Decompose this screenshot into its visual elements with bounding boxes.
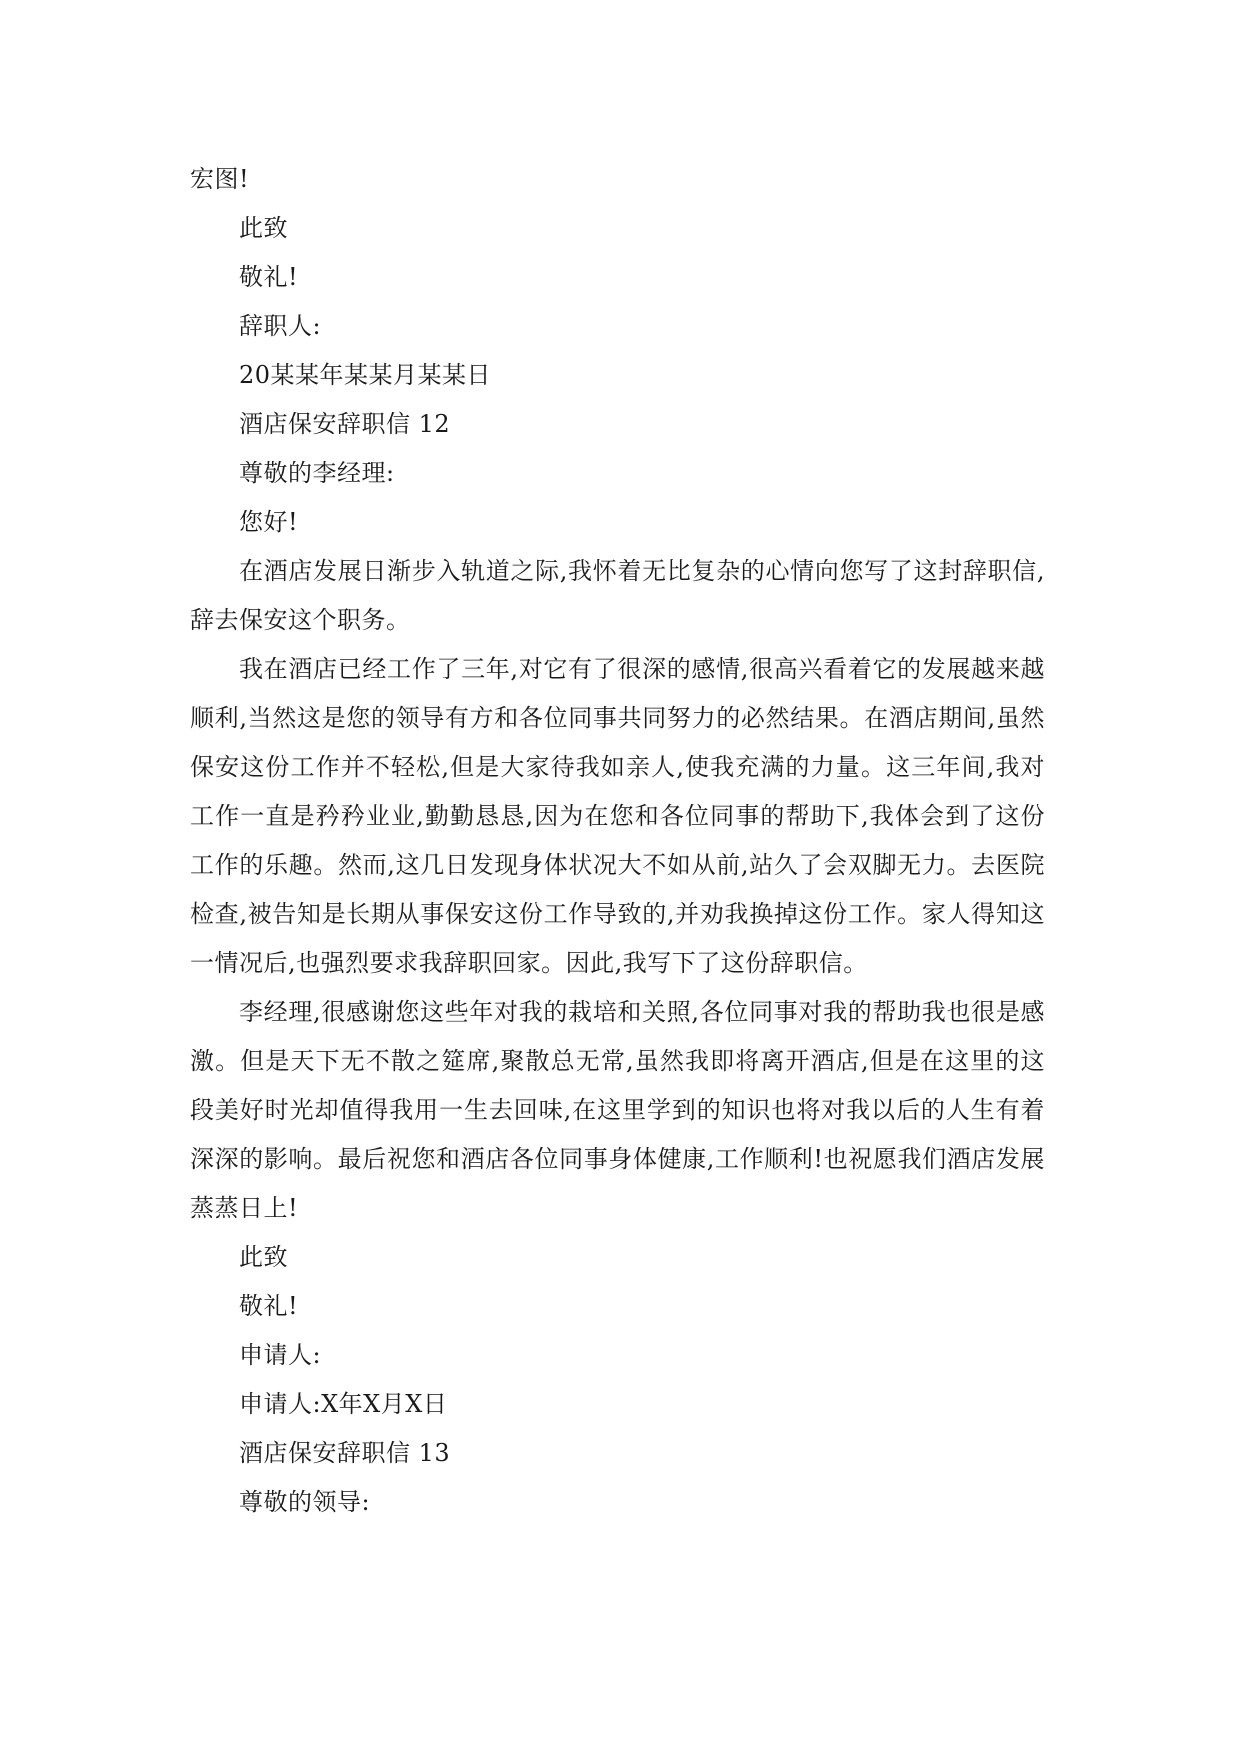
closing-respect: 敬礼! bbox=[239, 1292, 299, 1320]
body-paragraph: 李经理,很感谢您这些年对我的栽培和关照,各位同事对我的帮助我也很是感激。但是天下无不散之筵席,聚散总无常,虽然我即将离开酒店,但是在这里的这段美好时光却值得我用一生去回味,在这里学到的知识也将对我以后的人生有着深深的影响。最后祝您和酒店各位同事身体健康,工作顺利!也祝愿我们酒店发展蒸蒸日上! bbox=[190, 998, 1045, 1222]
signature-label: 辞职人: bbox=[239, 312, 322, 340]
greeting-recipient: 尊敬的李经理: bbox=[239, 459, 395, 487]
greeting-recipient: 尊敬的领导: bbox=[239, 1488, 371, 1516]
closing-salutation: 此致 bbox=[239, 1243, 288, 1271]
letter-title: 酒店保安辞职信 12 bbox=[239, 410, 451, 438]
date-line: 申请人:X年X月X日 bbox=[239, 1390, 448, 1418]
date-line: 20某某年某某月某某日 bbox=[239, 361, 492, 389]
letter-title: 酒店保安辞职信 13 bbox=[239, 1439, 451, 1467]
document-body bbox=[190, 155, 1045, 1527]
closing-salutation: 此致 bbox=[239, 214, 288, 242]
body-paragraph: 我在酒店已经工作了三年,对它有了很深的感情,很高兴看着它的发展越来越顺利,当然这是您的领导有方和各位同事共同努力的必然结果。在酒店期间,虽然保安这份工作并不轻松,但是大家待我如亲人,使我充满的力量。这三年间,我对工作一直是矜矜业业,勤勤恳恳,因为在您和各位同事的帮助下,我体会到了这份工作的乐趣。然而,这几日发现身体状况大不如从前,站久了会双脚无力。去医院检查,被告知是长期从事保安这份工作导致的,并劝我换掉这份工作。家人得知这一情况后,也强烈要求我辞职回家。因此,我写下了这份辞职信。 bbox=[190, 655, 1045, 977]
closing-respect: 敬礼! bbox=[239, 263, 299, 291]
signature-label: 申请人: bbox=[239, 1341, 322, 1369]
text-line: 宏图! bbox=[190, 165, 250, 193]
body-paragraph: 在酒店发展日渐步入轨道之际,我怀着无比复杂的心情向您写了这封辞职信,辞去保安这个职务。 bbox=[190, 557, 1045, 634]
greeting-hello: 您好! bbox=[239, 508, 299, 536]
